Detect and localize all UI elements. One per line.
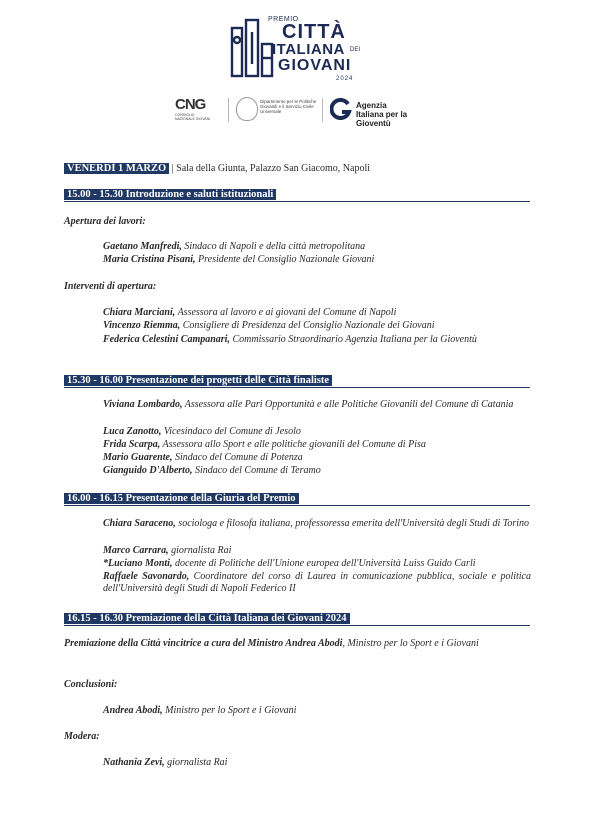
section-title: 16.00 - 16.15 Presentazione della Giuria del Premio: [64, 493, 299, 504]
speaker-role: giornalista Rai: [164, 757, 228, 768]
speaker-name: Chiara Marciani,: [103, 307, 176, 318]
speaker-role: Coordinatore del corso di Laurea in comunicazione pubblica, sociale e politica dell'Università degli Studi di Napoli Federico II: [103, 571, 531, 594]
speaker-name: Marco Carrara,: [103, 545, 169, 556]
section-title: 16.15 - 16.30 Premiazione della Città Italiana dei Giovani 2024: [64, 613, 350, 624]
list-item: [103, 320, 434, 332]
divider: [322, 98, 323, 122]
list-item: [103, 439, 426, 451]
section-bar-intro: [64, 188, 276, 201]
speaker-name: Frida Scarpa,: [103, 439, 161, 450]
list-item: [103, 426, 301, 438]
award-title: Premiazione della Città vincitrice a cura del Ministro Andrea Abodi: [64, 638, 343, 649]
logo-year: 2024: [336, 76, 354, 82]
speaker-name: Chiara Saraceno,: [103, 518, 176, 529]
logo-dei: DEI: [350, 47, 361, 53]
logo-citta: CITTÀ: [282, 21, 346, 43]
department-name: Dipartimento per le Politiche Giovanili e il Servizio Civile Universale: [260, 99, 317, 114]
section-bar-projects: [64, 374, 332, 387]
speaker-name: Luca Zanotto,: [103, 426, 162, 437]
speaker-role: Assessora allo Sport e alle politiche giovanili del Comune di Pisa: [160, 439, 426, 450]
section-rule: [64, 505, 530, 506]
speaker-name: Gianguido D'Alberto,: [103, 465, 193, 476]
list-item: [103, 334, 531, 346]
speaker-role: Assessora alle Pari Opportunità e alle Politiche Giovanili del Comune di Catania: [182, 399, 514, 410]
opening-label: Apertura dei lavori:: [64, 216, 146, 227]
list-item: [103, 571, 531, 595]
speaker-role: Ministro per lo Sport e i Giovani: [162, 705, 297, 716]
list-item: [103, 241, 365, 253]
speaker-role: Commissario Straordinario Agenzia Italiana per la Gioventù: [229, 334, 477, 345]
event-logo: [0, 14, 600, 84]
section-rule: [64, 625, 530, 626]
list-item: [103, 545, 231, 557]
list-item: [103, 558, 476, 570]
list-item: [103, 399, 531, 411]
speaker-name: Federica Celestini Campanari,: [103, 334, 230, 345]
speaker-name: Viviana Lombardo,: [103, 399, 183, 410]
interventi-label: Interventi di apertura:: [64, 281, 157, 292]
agency-logo-icon: [330, 98, 352, 120]
list-item: [103, 465, 321, 477]
republic-emblem-icon: [236, 97, 258, 121]
speaker-name: Vincenzo Riemma,: [103, 320, 181, 331]
logo-giovani: GIOVANI: [278, 57, 352, 74]
logo-premio: PREMIO: [268, 16, 299, 23]
speaker-role: Sindaco del Comune di Teramo: [192, 465, 321, 476]
speaker-role: Sindaco del Comune di Potenza: [172, 452, 303, 463]
partner-logos: [0, 96, 600, 126]
speaker-name: *Luciano Monti,: [103, 558, 173, 569]
speaker-role: giornalista Rai: [168, 545, 232, 556]
list-item: [103, 452, 303, 464]
speaker-role: Sindaco di Napoli e della città metropolitana: [181, 241, 366, 252]
agency-name: Agenzia Italiana per la Gioventù: [356, 101, 408, 128]
divider: [228, 98, 229, 122]
list-item: [103, 757, 227, 769]
speaker-role: sociologa e filosofa italiana, professoressa emerita dell'Università degli Studi di Torino: [175, 518, 530, 529]
speaker-name: Maria Cristina Pisani,: [103, 254, 196, 265]
event-venue: | Sala della Giunta, Palazzo San Giacomo, Napoli: [171, 163, 371, 174]
conclusioni-label: Conclusioni:: [64, 679, 118, 690]
list-item: [103, 254, 374, 266]
modera-label: Modera:: [64, 731, 100, 742]
event-header: [64, 162, 370, 175]
speaker-role: Consigliere di Presidenza del Consiglio Nazionale dei Giovani: [180, 320, 435, 331]
speaker-role: docente di Politiche dell'Unione europea dell'Università Luiss Guido Carli: [172, 558, 476, 569]
speaker-name: Mario Guarente,: [103, 452, 173, 463]
speaker-name: Raffaele Savonardo,: [103, 571, 190, 582]
section-title: 15.00 - 15.30 Introduzione e saluti istituzionali: [64, 189, 276, 200]
award-line: [64, 638, 531, 650]
speaker-name: Gaetano Manfredi,: [103, 241, 182, 252]
section-bar-award: [64, 612, 350, 625]
speaker-role: Presidente del Consiglio Nazionale Giovani: [195, 254, 375, 265]
speaker-name: Nathania Zevi,: [103, 757, 165, 768]
speaker-role: Vicesindaco del Comune di Jesolo: [161, 426, 301, 437]
list-item: [103, 518, 531, 530]
section-bar-jury: [64, 492, 299, 505]
cng-logo: [175, 96, 215, 121]
city-skyline-icon: [228, 14, 276, 80]
list-item: [103, 705, 296, 717]
speaker-name: Andrea Abodi,: [103, 705, 163, 716]
list-item: [103, 307, 396, 319]
award-role: , Ministro per lo Sport e i Giovani: [342, 638, 479, 649]
speaker-role: Assessora al lavoro e ai giovani del Comune di Napoli: [175, 307, 397, 318]
section-rule: [64, 201, 530, 202]
event-date: VENERDÌ 1 MARZO: [64, 163, 169, 174]
section-title: 15.30 - 16.00 Presentazione dei progetti delle Città finaliste: [64, 375, 332, 386]
cng-subtitle: CONSIGLIO NAZIONALE GIOVANI: [175, 113, 211, 121]
section-rule: [64, 387, 530, 388]
logo-italiana: ITALIANA: [272, 41, 345, 58]
cng-mark: CNG: [175, 96, 206, 113]
